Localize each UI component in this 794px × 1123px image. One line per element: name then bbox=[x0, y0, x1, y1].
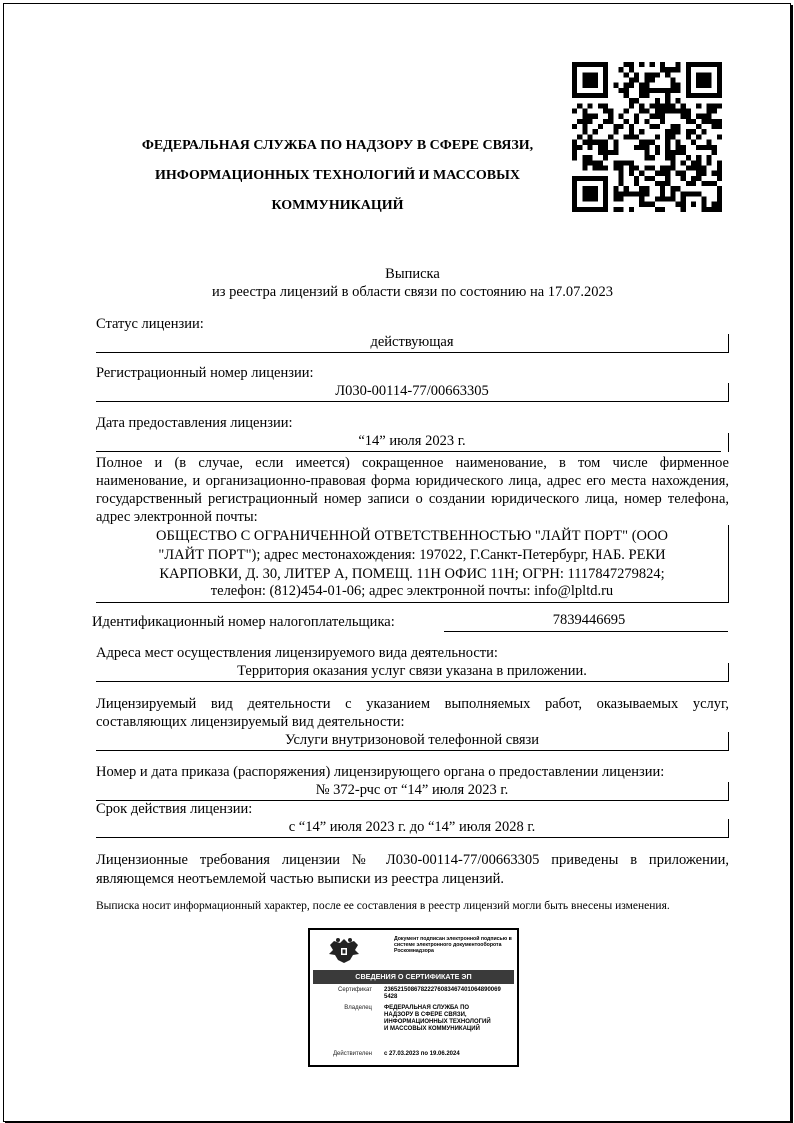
inn-label: Идентификационный номер налогоплательщика: bbox=[92, 614, 395, 630]
reg-number-label: Регистрационный номер лицензии: bbox=[96, 365, 314, 381]
status-tick bbox=[728, 334, 729, 353]
issue-date-underline bbox=[96, 451, 721, 452]
stamp-band: СВЕДЕНИЯ О СЕРТИФИКАТЕ ЭП bbox=[313, 970, 514, 984]
issue-date-tick bbox=[728, 433, 729, 452]
addresses-underline bbox=[96, 681, 728, 682]
org-line3: КАРПОВКИ, Д. 30, ЛИТЕР А, ПОМЕЩ. 11Н ОФИС 11Н; ОГРН: 1117847279824; bbox=[159, 566, 665, 582]
agency-name-line3: КОММУНИКАЦИЙ bbox=[271, 198, 404, 213]
status-underline bbox=[96, 352, 728, 353]
document-subtitle: из реестра лицензий в области связи по состоянию на 17.07.2023 bbox=[211, 284, 614, 300]
cert-label: Сертификат bbox=[338, 987, 372, 993]
reg-number-tick bbox=[728, 383, 729, 402]
requirements-text: Лицензионные требования лицензии № Л030-00114-77/00663305 приведены в приложении, являющемся неотъемлемой частью выписки из реестра лицензий. bbox=[96, 852, 729, 887]
issue-date-label: Дата предоставления лицензии: bbox=[96, 415, 293, 431]
issue-date-value: “14” июля 2023 г. bbox=[358, 433, 466, 449]
term-value: с “14” июля 2023 г. до “14” июля 2028 г. bbox=[288, 819, 536, 835]
owner-value: ФЕДЕРАЛЬНАЯ СЛУЖБА ПО НАДЗОРУ В СФЕРЕ СВЯЗИ, ИНФОРМАЦИОННЫХ ТЕХНОЛОГИЙ И МАССОВЫХ КОММУНИКАЦИЙ bbox=[384, 1005, 491, 1032]
addresses-value: Территория оказания услуг связи указана в приложении. bbox=[237, 663, 587, 679]
agency-name-line2: ИНФОРМАЦИОННЫХ ТЕХНОЛОГИЙ И МАССОВЫХ bbox=[155, 168, 520, 183]
addresses-tick bbox=[728, 663, 729, 682]
org-label: Полное и (в случае, если имеется) сокращенное наименование, в том числе фирменное наименование, и организационно-правовая форма юридического лица, адрес его места нахождения, государственный регистрационный номер записи о создании юридического лица, номер телефона, адрес электронной почты: bbox=[96, 455, 729, 525]
order-tick bbox=[728, 782, 729, 801]
activity-underline bbox=[96, 750, 728, 751]
coat-of-arms-icon bbox=[324, 936, 364, 966]
disclaimer-text: Выписка носит информационный характер, после ее составления в реестр лицензий могли быть внесены изменения. bbox=[96, 900, 670, 912]
org-line1: ОБЩЕСТВО С ОГРАНИЧЕННОЙ ОТВЕТСТВЕННОСТЬЮ "ЛАЙТ ПОРТ" (ООО bbox=[156, 528, 668, 544]
status-label: Статус лицензии: bbox=[96, 316, 204, 332]
term-underline bbox=[96, 837, 728, 838]
term-label: Срок действия лицензии: bbox=[96, 801, 253, 817]
owner-label: Владелец bbox=[344, 1005, 372, 1011]
inn-underline bbox=[444, 631, 728, 632]
cert-value: 236521508678222760834674010648900695428 bbox=[384, 987, 501, 1000]
status-value: действующая bbox=[370, 334, 454, 350]
activity-tick bbox=[728, 732, 729, 751]
agency-name-line1: ФЕДЕРАЛЬНАЯ СЛУЖБА ПО НАДЗОРУ В СФЕРЕ СВЯЗИ, bbox=[141, 138, 534, 153]
inn-value: 7839446695 bbox=[552, 612, 626, 628]
reg-number-value: Л030-00114-77/00663305 bbox=[335, 383, 489, 399]
valid-label: Действителен bbox=[332, 1051, 372, 1057]
addresses-label: Адреса мест осуществления лицензируемого вида деятельности: bbox=[96, 645, 498, 661]
activity-value: Услуги внутризоновой телефонной связи bbox=[284, 732, 540, 748]
valid-value: с 27.03.2023 по 19.06.2024 bbox=[384, 1051, 460, 1057]
document-title: Выписка bbox=[385, 266, 440, 282]
stamp-header-text: Документ подписан электронной подписью в системе электронного документооборота Роскомнадзора bbox=[394, 936, 512, 954]
reg-number-underline bbox=[96, 401, 728, 402]
org-underline bbox=[96, 602, 728, 603]
order-label: Номер и дата приказа (распоряжения) лицензирующего органа о предоставлении лицензии: bbox=[96, 764, 665, 780]
org-tick bbox=[728, 525, 729, 603]
org-line4: телефон: (812)454-01-06; адрес электронной почты: info@lpltd.ru bbox=[210, 583, 614, 599]
qr-code-icon bbox=[572, 62, 722, 212]
activity-label: Лицензируемый вид деятельности с указанием выполняемых работ, оказываемых услуг, составляющих лицензируемый вид деятельности: bbox=[96, 696, 729, 730]
e-signature-stamp bbox=[308, 928, 519, 1067]
term-tick bbox=[728, 819, 729, 838]
order-value: № 372-рчс от “14” июля 2023 г. bbox=[315, 782, 509, 798]
org-line2: "ЛАЙТ ПОРТ"); адрес местонахождения: 197022, Г.Санкт-Петербург, НАБ. РЕКИ bbox=[158, 547, 666, 563]
